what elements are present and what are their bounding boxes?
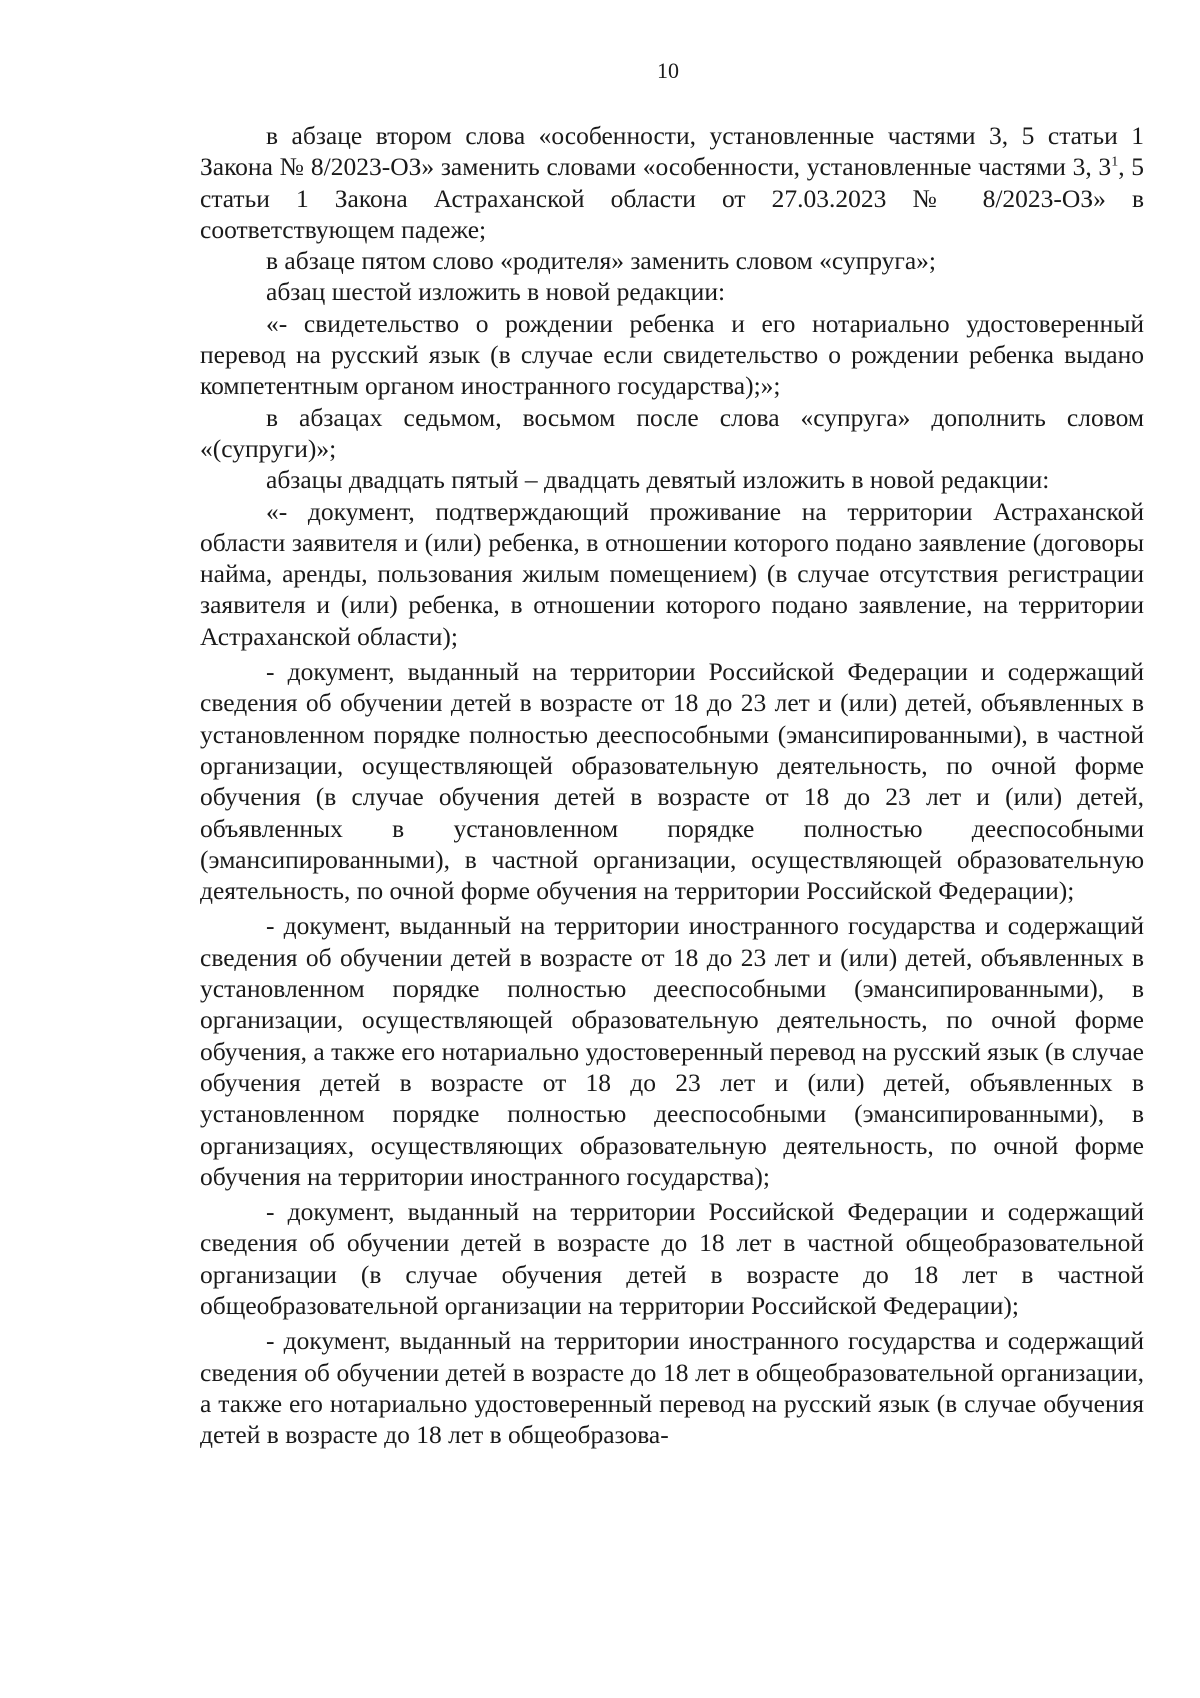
paragraph-education-foreign-under-18: - документ, выданный на территории иностранного государства и содержащий сведения об обучении детей в возрасте до 18 лет в общеобразовательной организации, а также его нотариально удостоверенный перевод на русский язык (в случае обучения детей в возрасте до 18 лет в общеобразова- bbox=[200, 1326, 1144, 1450]
paragraph-text: в абзаце втором слова «особенности, установленные частями 3, 5 статьи 1 Закона № 8/2023-ОЗ» заменить словами «особенности, установленные частями 3, 3 bbox=[200, 121, 1144, 182]
document-body bbox=[200, 120, 1144, 1450]
paragraph-birth-certificate: «- свидетельство о рождении ребенка и его нотариально удостоверенный перевод на русский язык (в случае если свидетельство о рождении ребенка выдано компетентным органом иностранного государства);»; bbox=[200, 308, 1144, 401]
page-number: 10 bbox=[657, 58, 679, 83]
paragraph-amend-seventh-eighth: в абзацах седьмом, восьмом после слова «супруга» дополнить словом «(супруги)»; bbox=[200, 402, 1144, 463]
paragraph-amend-25-29: абзацы двадцать пятый – двадцать девятый изложить в новой редакции: bbox=[266, 465, 1050, 495]
paragraph-text: , 5 статьи 1 Закона Астраханской области от 27.03.2023 № 8/2023-ОЗ» в соответствующем падеже; bbox=[200, 152, 1144, 244]
paragraph-residence-document: «- документ, подтверждающий проживание на территории Астраханской области заявителя и (или) ребенка, в отношении которого подано заявление (договоры найма, аренды, пользования жилым помещением) (в случае отсутствия регистрации заявителя и (или) ребенка, в отношении которого подано заявление, на территории Астраханской области); bbox=[200, 496, 1144, 651]
paragraph-amend-sixth: абзац шестой изложить в новой редакции: bbox=[266, 277, 726, 307]
paragraph-amend-second bbox=[200, 120, 1144, 245]
paragraph-education-rf-18-23: - документ, выданный на территории Российской Федерации и содержащий сведения об обучении детей в возрасте от 18 до 23 лет и (или) детей, объявленных в установленном порядке полностью дееспособными (эмансипированными), в частной организации, осуществляющей образовательную деятельность, по очной форме обучения (в случае обучения детей в возрасте от 18 до 23 лет и (или) детей, объявленных в установленном порядке полностью дееспособными (эмансипированными), в частной организации, осуществляющей образовательную деятельность, по очной форме обучения на территории Российской Федерации); bbox=[200, 657, 1144, 906]
superscript: 1 bbox=[1111, 154, 1119, 170]
paragraph-amend-fifth: в абзаце пятом слово «родителя» заменить словом «супруга»; bbox=[266, 246, 936, 276]
paragraph-education-rf-under-18: - документ, выданный на территории Российской Федерации и содержащий сведения об обучении детей в возрасте до 18 лет в частной общеобразовательной организации (в случае обучения детей в возрасте до 18 лет в частной общеобразовательной организации на территории Российской Федерации); bbox=[200, 1197, 1144, 1320]
paragraph-education-foreign-18-23: - документ, выданный на территории иностранного государства и содержащий сведения об обучении детей в возрасте от 18 до 23 лет и (или) детей, объявленных в установленном порядке полностью дееспособными (эмансипированными), в организации, осуществляющей образовательную деятельность, по очной форме обучения, а также его нотариально удостоверенный перевод на русский язык (в случае обучения детей в возрасте от 18 до 23 лет и (или) детей, объявленных в установленном порядке полностью дееспособными (эмансипированными), в организациях, осуществляющих образовательную деятельность, по очной форме обучения на территории иностранного государства); bbox=[200, 911, 1144, 1191]
